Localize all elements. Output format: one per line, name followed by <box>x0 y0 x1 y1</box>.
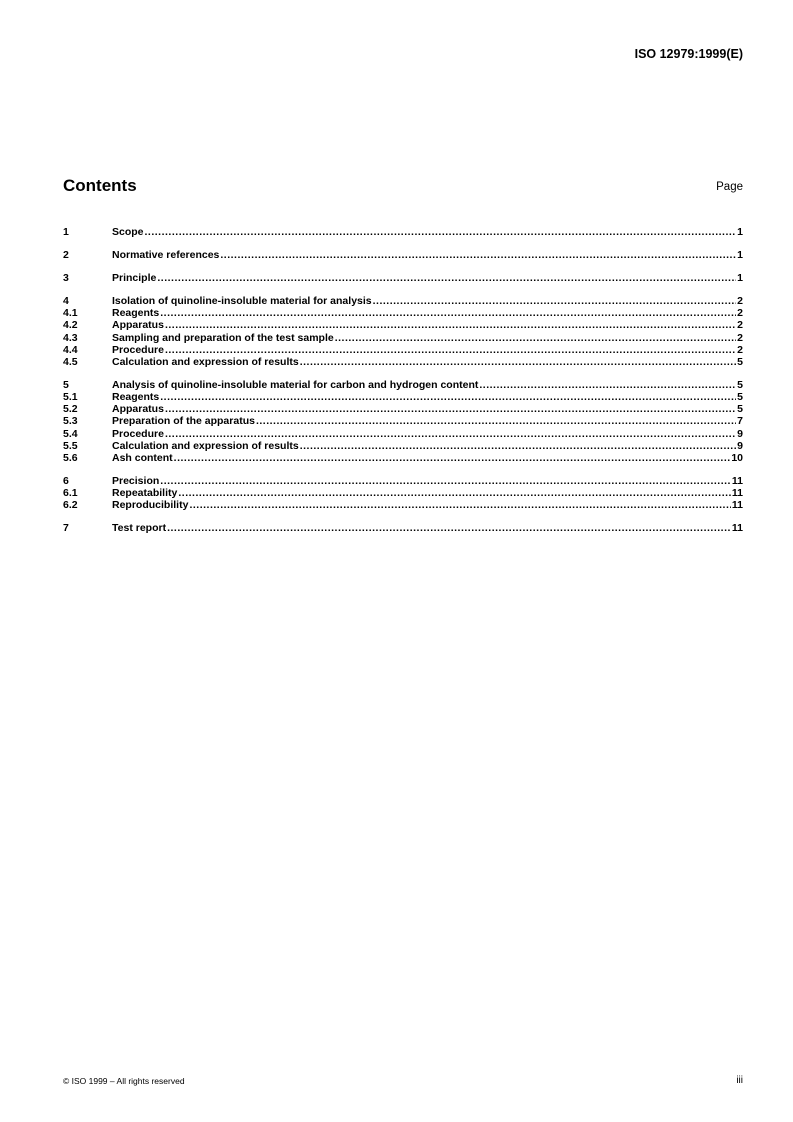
toc-entry[interactable] <box>63 307 743 319</box>
toc-entry-number: 2 <box>63 248 69 261</box>
contents-title: Contents <box>63 176 137 195</box>
toc-entry[interactable] <box>63 522 743 534</box>
toc-entry-page: 2 <box>737 331 743 344</box>
toc-entry-page: 10 <box>731 452 743 464</box>
toc-entry-title: Scope <box>112 226 144 238</box>
toc-entry-page: 1 <box>737 226 743 238</box>
toc-entry-page: 9 <box>737 439 743 452</box>
toc-entry-number: 6 <box>63 474 69 487</box>
toc-entry-number: 3 <box>63 271 69 284</box>
toc-entry-title: Reagents <box>112 307 160 320</box>
footer-copyright: © ISO 1999 – All rights reserved <box>63 1076 185 1086</box>
toc-entry[interactable] <box>63 428 743 440</box>
toc-entry-number: 5.1 <box>63 391 78 404</box>
toc-entry-page: 11 <box>731 474 743 487</box>
toc-dot-leader <box>300 356 736 368</box>
toc-entry-page: 1 <box>737 271 743 284</box>
toc-entry-title: Normative references <box>112 248 220 261</box>
page-column-label: Page <box>716 181 743 193</box>
toc-entry[interactable] <box>63 344 743 356</box>
toc-entry-number: 5.2 <box>63 403 78 416</box>
toc-entry[interactable] <box>63 403 743 415</box>
footer-page-number: iii <box>736 1075 743 1086</box>
toc-entry[interactable] <box>63 475 743 487</box>
toc-entry-number: 6.1 <box>63 487 78 500</box>
toc-dot-leader <box>335 332 736 344</box>
toc-entry-page: 5 <box>737 403 743 416</box>
toc-dot-leader <box>160 475 731 487</box>
toc-entry[interactable] <box>63 332 743 344</box>
toc-entry[interactable] <box>63 415 743 427</box>
toc-entry-title: Calculation and expression of results <box>112 439 299 452</box>
toc-entry-page: 7 <box>737 415 743 428</box>
toc-dot-leader <box>157 272 736 284</box>
toc-entry-number: 4.1 <box>63 307 78 320</box>
toc-entry-page: 2 <box>737 307 743 320</box>
toc-entry-page: 5 <box>737 355 743 368</box>
toc-entry[interactable] <box>63 226 743 238</box>
toc-entry-page: 2 <box>737 343 743 356</box>
toc-entry-page: 5 <box>737 378 743 391</box>
toc-dot-leader <box>189 499 730 511</box>
toc-entry-title: Procedure <box>112 427 164 440</box>
toc-entry[interactable] <box>63 379 743 391</box>
toc-entry-number: 4.2 <box>63 319 78 332</box>
toc-entry-title: Repeatability <box>112 487 178 500</box>
toc-dot-leader <box>220 249 736 261</box>
table-of-contents <box>63 226 743 535</box>
toc-entry-page: 11 <box>731 522 743 535</box>
toc-entry-number: 5.6 <box>63 452 78 464</box>
toc-entry-page: 5 <box>737 391 743 404</box>
toc-dot-leader <box>479 379 736 391</box>
toc-entry-number: 4.3 <box>63 331 78 344</box>
toc-dot-leader <box>160 391 736 403</box>
toc-entry[interactable] <box>63 391 743 403</box>
toc-entry-number: 4.5 <box>63 355 78 368</box>
toc-entry-title: Precision <box>112 474 160 487</box>
toc-entry-title: Analysis of quinoline-insoluble material for carbon and hydrogen content <box>112 378 479 391</box>
toc-entry-title: Preparation of the apparatus <box>112 415 255 428</box>
toc-dot-leader <box>165 319 736 331</box>
toc-entry-title: Test report <box>112 522 167 535</box>
toc-entry-number: 5.4 <box>63 427 78 440</box>
toc-entry-title: Procedure <box>112 343 164 356</box>
toc-entry-title: Reagents <box>112 391 160 404</box>
toc-dot-leader <box>167 522 731 534</box>
toc-dot-leader <box>160 307 736 319</box>
document-code: ISO 12979:1999(E) <box>634 47 743 61</box>
toc-dot-leader <box>256 415 736 427</box>
toc-entry-page: 11 <box>731 499 743 512</box>
toc-entry-number: 5.5 <box>63 439 78 452</box>
toc-dot-leader <box>165 344 736 356</box>
toc-entry-title: Apparatus <box>112 403 164 416</box>
toc-dot-leader <box>178 487 731 499</box>
toc-entry-title: Ash content <box>112 452 173 464</box>
toc-entry-page: 2 <box>737 319 743 332</box>
toc-entry[interactable] <box>63 319 743 331</box>
toc-entry-title: Sampling and preparation of the test sample <box>112 331 334 344</box>
toc-entry[interactable] <box>63 452 743 464</box>
toc-entry-title: Isolation of quinoline-insoluble material for analysis <box>112 294 372 307</box>
toc-dot-leader <box>165 428 736 440</box>
toc-entry[interactable] <box>63 487 743 499</box>
toc-entry-number: 1 <box>63 226 69 238</box>
toc-entry-title: Apparatus <box>112 319 164 332</box>
toc-entry-number: 7 <box>63 522 69 535</box>
toc-entry-number: 4.4 <box>63 343 78 356</box>
toc-dot-leader <box>145 226 737 238</box>
toc-entry[interactable] <box>63 249 743 261</box>
toc-entry-page: 9 <box>737 427 743 440</box>
toc-entry-number: 5 <box>63 378 69 391</box>
toc-dot-leader <box>373 295 737 307</box>
toc-entry-page: 11 <box>731 487 743 500</box>
toc-entry[interactable] <box>63 356 743 368</box>
toc-dot-leader <box>165 403 736 415</box>
toc-dot-leader <box>300 440 736 452</box>
toc-entry-number: 4 <box>63 294 69 307</box>
toc-entry-title: Principle <box>112 271 157 284</box>
toc-entry[interactable] <box>63 440 743 452</box>
toc-entry-title: Reproducibility <box>112 499 189 512</box>
toc-entry[interactable] <box>63 499 743 511</box>
toc-entry-number: 6.2 <box>63 499 78 512</box>
toc-entry[interactable] <box>63 295 743 307</box>
toc-entry-title: Calculation and expression of results <box>112 355 299 368</box>
toc-dot-leader <box>174 452 731 464</box>
toc-entry[interactable] <box>63 272 743 284</box>
toc-entry-page: 1 <box>737 248 743 261</box>
toc-entry-page: 2 <box>737 294 743 307</box>
toc-entry-number: 5.3 <box>63 415 78 428</box>
